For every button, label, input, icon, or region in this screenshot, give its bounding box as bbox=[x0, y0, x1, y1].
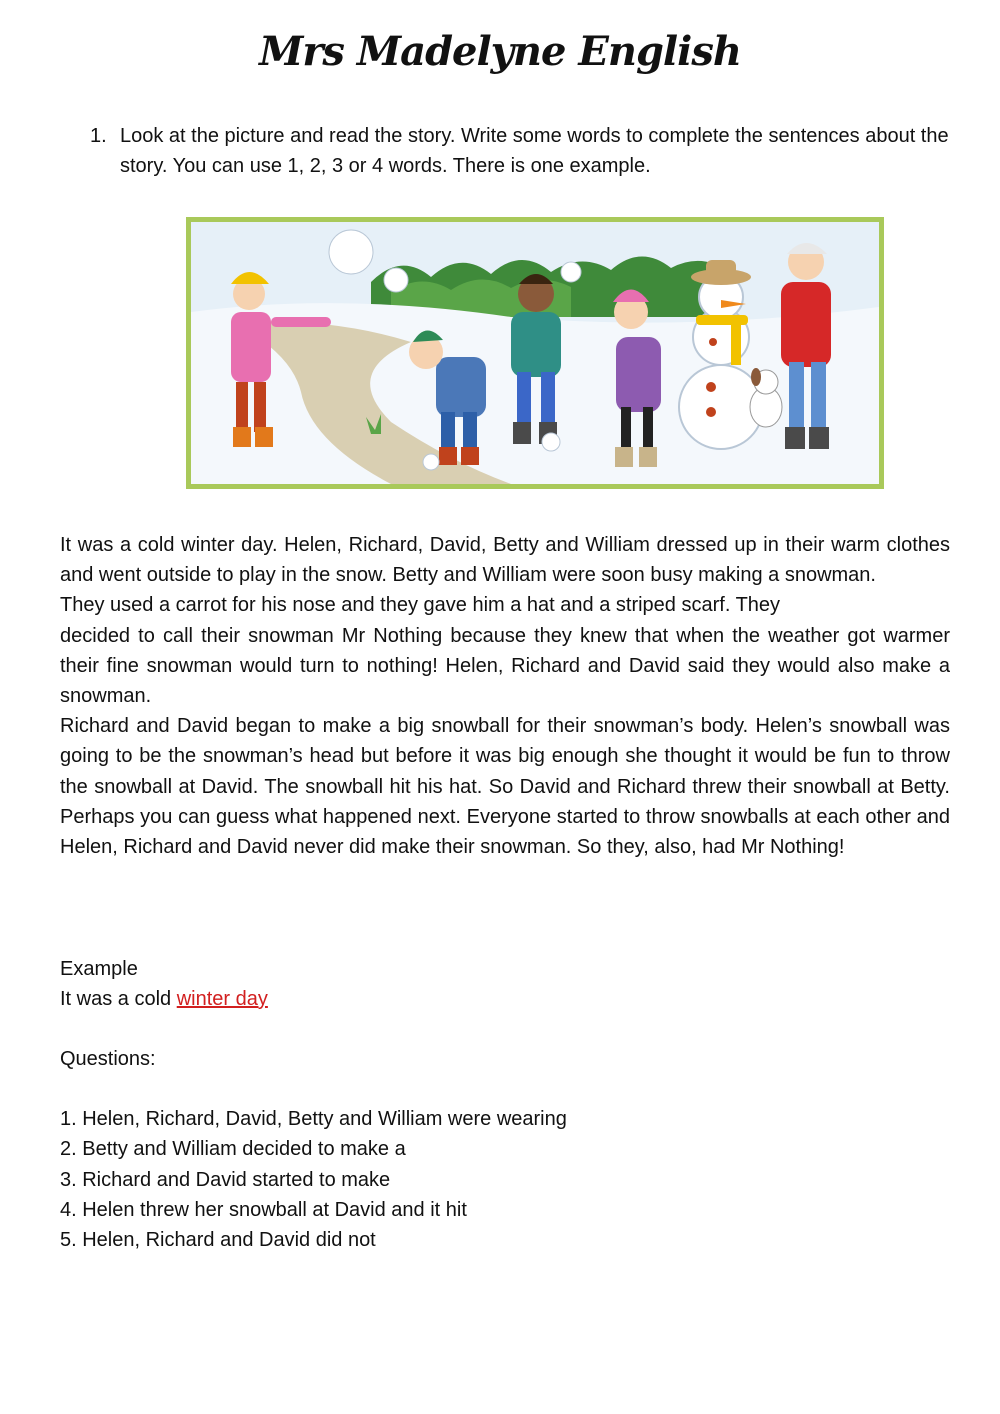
example-answer: winter day bbox=[176, 988, 268, 1010]
story-text bbox=[60, 530, 950, 862]
example-prompt: It was a cold bbox=[60, 988, 177, 1010]
story-paragraph: Richard and David began to make a big snowball for their snowman’s body. Helen’s snowball was going to be the snowman’s head but before it was big enough she thought it would be fun to throw the snowball at David. The snowball hit his hat. So David and Richard threw their snowball at Betty. Perhaps you can guess what happened next. Everyone started to throw snowballs at each other and Helen, Richard and David never did make their snowman. So they, also, had Mr Nothing! bbox=[60, 715, 950, 859]
instruction-text: Look at the picture and read the story. Write some words to complete the sentences about the story. You can use 1, 2, 3 or 4 words. There is one example. bbox=[120, 125, 949, 177]
question-item: 4. Helen threw her snowball at David and it hit bbox=[60, 1198, 467, 1221]
example-sentence bbox=[60, 984, 268, 1014]
instruction bbox=[90, 121, 950, 181]
snow-scene-illustration bbox=[191, 222, 879, 484]
instruction-number: 1. bbox=[90, 125, 107, 147]
questions-label: Questions: bbox=[60, 1048, 156, 1070]
story-paragraph: It was a cold winter day. Helen, Richard, David, Betty and William dressed up in their warm clothes and went outside to play in the snow. Betty and William were soon busy making a snowman. bbox=[60, 534, 950, 587]
question-item: 5. Helen, Richard and David did not bbox=[60, 1229, 376, 1252]
snow-scene-picture bbox=[186, 217, 884, 489]
question-item: 3. Richard and David started to make bbox=[60, 1168, 391, 1191]
page-title: Mrs Madelyne English bbox=[259, 28, 741, 75]
story-paragraph: They used a carrot for his nose and they gave him a hat and a striped scarf. They bbox=[60, 594, 781, 617]
question-item: 2. Betty and William decided to make a bbox=[60, 1138, 406, 1161]
story-paragraph: decided to call their snowman Mr Nothing because they knew that when the weather got warmer their fine snowman would turn to nothing! Helen, Richard and David said they would also make a snowman. bbox=[60, 624, 950, 708]
example-label: Example bbox=[60, 958, 138, 980]
question-item: 1. Helen, Richard, David, Betty and William were wearing bbox=[60, 1108, 567, 1130]
questions-list bbox=[60, 1104, 567, 1255]
